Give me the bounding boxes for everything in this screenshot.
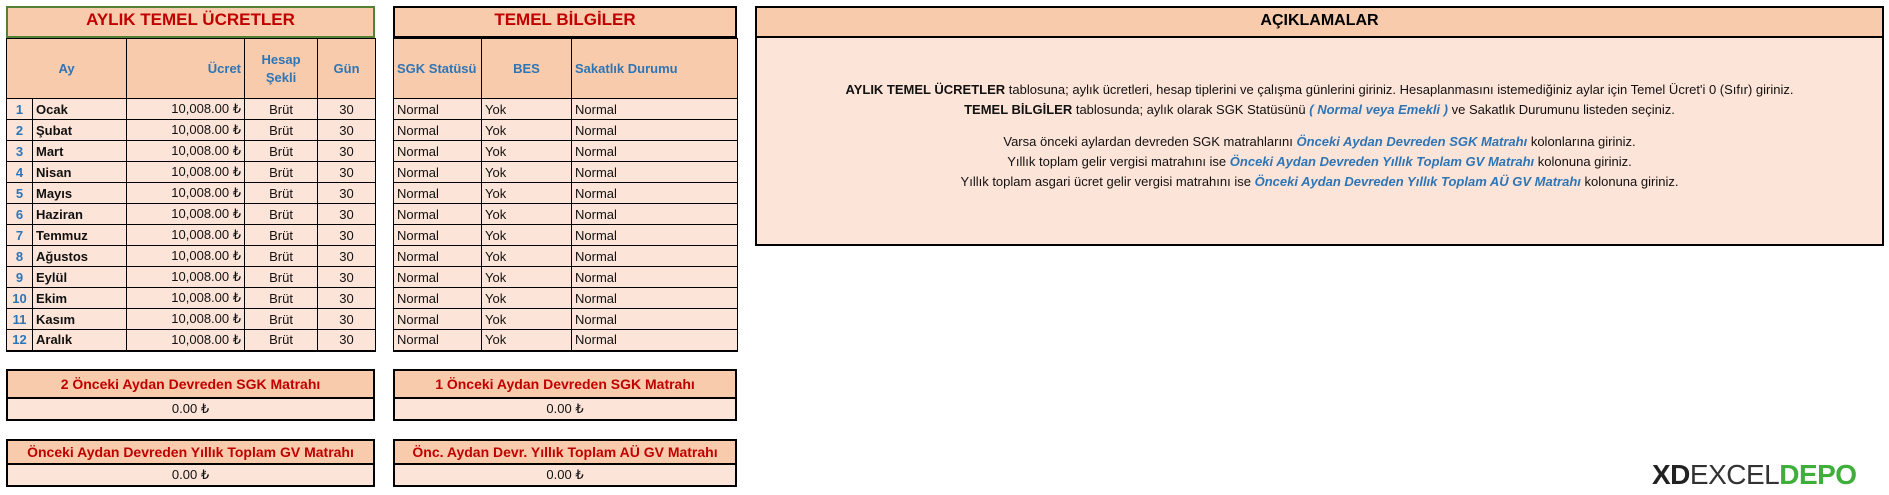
wage-cell[interactable]: 10,008.00 ₺ [127,309,245,330]
instruction-highlight: Önceki Aydan Devreden SGK Matrahı [1296,134,1528,149]
month-name: Aralık [33,330,127,351]
min-wage-tax-base-value[interactable]: 0.00 ₺ [395,465,735,485]
min-wage-tax-base-label: Önc. Aydan Devr. Yıllık Toplam AÜ GV Matrahı [395,441,735,465]
month-name: Eylül [33,267,127,288]
wage-cell[interactable]: 10,008.00 ₺ [127,204,245,225]
sgk-status-cell[interactable]: Normal [394,330,482,351]
wage-cell[interactable]: 10,008.00 ₺ [127,99,245,120]
basic-info-row [394,162,738,183]
wage-cell[interactable]: 10,008.00 ₺ [127,120,245,141]
instruction-text: tablosuna; aylık ücretleri, hesap tiplerini ve çalışma günlerini giriniz. Hesaplanmasını istemediğiniz aylar için Temel Ücret'i 0 (Sıfır) giriniz. [1005,82,1794,97]
logo-text-depo: DEPO [1779,459,1857,490]
basic-info-row [394,120,738,141]
basic-info-row [394,288,738,309]
bes-cell[interactable]: Yok [482,309,572,330]
monthly-row [7,330,376,351]
sgk-status-cell[interactable]: Normal [394,183,482,204]
monthly-row [7,120,376,141]
instruction-line-4 [757,152,1882,172]
instruction-keyword: AYLIK TEMEL ÜCRETLER [845,82,1006,97]
sgk-status-cell[interactable]: Normal [394,204,482,225]
disability-cell[interactable]: Normal [572,204,738,225]
instruction-text: Yıllık toplam asgari ücret gelir vergisi matrahını ise [960,174,1255,189]
sgk-base-1-month-label: 1 Önceki Aydan Devreden SGK Matrahı [395,371,735,399]
logo-text-excel: EXCEL [1689,459,1780,490]
bes-cell[interactable]: Yok [482,120,572,141]
month-name: Şubat [33,120,127,141]
bes-cell[interactable]: Yok [482,225,572,246]
bes-cell[interactable]: Yok [482,267,572,288]
bes-cell[interactable]: Yok [482,141,572,162]
wage-cell[interactable]: 10,008.00 ₺ [127,330,245,351]
header-bes: BES [482,39,572,99]
bes-cell[interactable]: Yok [482,330,572,351]
disability-cell[interactable]: Normal [572,330,738,351]
monthly-row [7,225,376,246]
monthly-row [7,267,376,288]
monthly-wages-title[interactable]: AYLIK TEMEL ÜCRETLER [6,6,375,38]
row-number: 12 [7,330,33,351]
calc-type-cell[interactable]: Brüt [245,120,318,141]
bes-cell[interactable]: Yok [482,204,572,225]
calc-type-cell[interactable]: Brüt [245,204,318,225]
calc-type-cell[interactable]: Brüt [245,183,318,204]
row-number: 2 [7,120,33,141]
row-number: 4 [7,162,33,183]
disability-cell[interactable]: Normal [572,267,738,288]
month-name: Ağustos [33,246,127,267]
disability-cell[interactable]: Normal [572,309,738,330]
month-name: Mart [33,141,127,162]
instruction-text: Yıllık toplam gelir vergisi matrahını ise [1007,154,1230,169]
instruction-line-2 [757,100,1882,120]
income-tax-base-value[interactable]: 0.00 ₺ [8,465,373,485]
instruction-line-5 [757,172,1882,192]
sgk-status-cell[interactable]: Normal [394,120,482,141]
sgk-status-cell[interactable]: Normal [394,162,482,183]
row-number: 8 [7,246,33,267]
disability-cell[interactable]: Normal [572,246,738,267]
wage-cell[interactable]: 10,008.00 ₺ [127,183,245,204]
calc-type-cell[interactable]: Brüt [245,309,318,330]
row-number: 11 [7,309,33,330]
sgk-base-2-months-label: 2 Önceki Aydan Devreden SGK Matrahı [8,371,373,399]
basic-info-title: TEMEL BİLGİLER [393,6,737,38]
basic-info-row [394,225,738,246]
month-name: Temmuz [33,225,127,246]
days-cell[interactable]: 30 [318,309,376,330]
disability-cell[interactable]: Normal [572,99,738,120]
month-name: Mayıs [33,183,127,204]
bes-cell[interactable]: Yok [482,99,572,120]
days-cell[interactable]: 30 [318,330,376,351]
instruction-line-1 [757,80,1882,100]
month-name: Ekim [33,288,127,309]
row-number: 1 [7,99,33,120]
instruction-highlight: Önceki Aydan Devreden Yıllık Toplam GV Matrahı [1229,154,1535,169]
bes-cell[interactable]: Yok [482,288,572,309]
sgk-status-cell[interactable]: Normal [394,288,482,309]
basic-info-table [393,6,737,352]
instruction-highlight: ( Normal veya Emekli ) [1309,102,1448,117]
days-cell[interactable]: 30 [318,99,376,120]
instruction-text: kolonuna giriniz. [1580,174,1679,189]
row-number: 6 [7,204,33,225]
disability-cell[interactable]: Normal [572,120,738,141]
days-cell[interactable]: 30 [318,120,376,141]
calc-type-cell[interactable]: Brüt [245,267,318,288]
income-tax-base-label: Önceki Aydan Devreden Yıllık Toplam GV Matrahı [8,441,373,465]
sgk-status-cell[interactable]: Normal [394,141,482,162]
header-calc-type: Hesap Şekli [245,39,318,99]
min-wage-tax-base-box [393,439,737,487]
days-cell[interactable]: 30 [318,225,376,246]
bes-cell[interactable]: Yok [482,246,572,267]
sgk-base-1-month-value[interactable]: 0.00 ₺ [395,399,735,419]
instruction-line-3 [757,132,1882,152]
calc-type-cell[interactable]: Brüt [245,162,318,183]
monthly-row [7,162,376,183]
row-number: 3 [7,141,33,162]
sgk-status-cell[interactable]: Normal [394,246,482,267]
days-cell[interactable]: 30 [318,267,376,288]
instruction-text: Varsa önceki aylardan devreden SGK matrahlarını [1003,134,1297,149]
monthly-row [7,309,376,330]
monthly-row [7,204,376,225]
instruction-text: kolonuna giriniz. [1534,154,1632,169]
monthly-row [7,183,376,204]
header-days: Gün [318,39,376,99]
sgk-status-cell[interactable]: Normal [394,309,482,330]
wage-cell[interactable]: 10,008.00 ₺ [127,246,245,267]
month-name: Ocak [33,99,127,120]
calc-type-cell[interactable]: Brüt [245,246,318,267]
sgk-base-1-month-box [393,369,737,421]
sgk-status-cell[interactable]: Normal [394,99,482,120]
header-disability: Sakatlık Durumu [572,39,738,99]
instruction-text: ve Sakatlık Durumunu listeden seçiniz. [1447,102,1675,117]
basic-info-row [394,183,738,204]
instructions-panel [755,6,1884,246]
month-name: Haziran [33,204,127,225]
month-name: Kasım [33,309,127,330]
calc-type-cell[interactable]: Brüt [245,141,318,162]
days-cell[interactable]: 30 [318,183,376,204]
basic-info-row [394,309,738,330]
basic-info-row [394,141,738,162]
exceldepo-logo [1652,459,1857,490]
disability-cell[interactable]: Normal [572,288,738,309]
row-number: 9 [7,267,33,288]
income-tax-base-box [6,439,375,487]
header-sgk-status: SGK Statüsü [394,39,482,99]
disability-cell[interactable]: Normal [572,225,738,246]
instruction-text: tablosunda; aylık olarak SGK Statüsünü [1072,102,1310,117]
instructions-title: AÇIKLAMALAR [757,8,1882,38]
days-cell[interactable]: 30 [318,246,376,267]
wage-cell[interactable]: 10,008.00 ₺ [127,267,245,288]
days-cell[interactable]: 30 [318,204,376,225]
calc-type-cell[interactable]: Brüt [245,225,318,246]
basic-info-row [394,267,738,288]
monthly-row [7,141,376,162]
bes-cell[interactable]: Yok [482,183,572,204]
row-number: 10 [7,288,33,309]
disability-cell[interactable]: Normal [572,162,738,183]
wage-cell[interactable]: 10,008.00 ₺ [127,225,245,246]
monthly-wages-table [6,6,375,352]
wage-cell[interactable]: 10,008.00 ₺ [127,162,245,183]
logo-mark-icon: XD [1652,459,1690,490]
row-number: 5 [7,183,33,204]
basic-info-row [394,99,738,120]
bes-cell[interactable]: Yok [482,162,572,183]
month-name: Nisan [33,162,127,183]
instructions-body [757,38,1882,192]
calc-type-cell[interactable]: Brüt [245,288,318,309]
calc-type-cell[interactable]: Brüt [245,99,318,120]
wage-cell[interactable]: 10,008.00 ₺ [127,288,245,309]
sgk-base-2-months-value[interactable]: 0.00 ₺ [8,399,373,419]
days-cell[interactable]: 30 [318,141,376,162]
header-wage: Ücret [127,39,245,99]
wage-cell[interactable]: 10,008.00 ₺ [127,141,245,162]
header-month: Ay [7,39,127,99]
days-cell[interactable]: 30 [318,288,376,309]
basic-info-row [394,204,738,225]
monthly-row [7,246,376,267]
sgk-base-2-months-box [6,369,375,421]
instruction-highlight: Önceki Aydan Devreden Yıllık Toplam AÜ GV Matrahı [1254,174,1581,189]
basic-info-row [394,246,738,267]
calc-type-cell[interactable]: Brüt [245,330,318,351]
disability-cell[interactable]: Normal [572,141,738,162]
monthly-row [7,288,376,309]
instruction-keyword: TEMEL BİLGİLER [964,102,1073,117]
basic-info-row [394,330,738,351]
sgk-status-cell[interactable]: Normal [394,267,482,288]
sgk-status-cell[interactable]: Normal [394,225,482,246]
instruction-text: kolonlarına giriniz. [1527,134,1636,149]
monthly-row [7,99,376,120]
row-number: 7 [7,225,33,246]
disability-cell[interactable]: Normal [572,183,738,204]
days-cell[interactable]: 30 [318,162,376,183]
